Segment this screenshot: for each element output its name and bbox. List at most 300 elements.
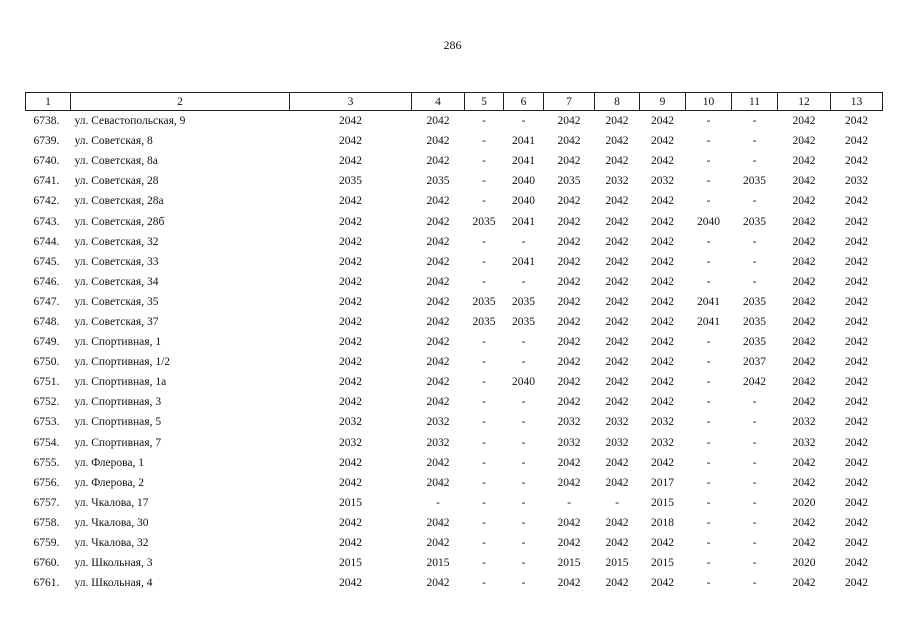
year-cell: - xyxy=(521,115,526,128)
year-cell: 2015 xyxy=(339,496,362,509)
address-cell: ул. Чкалова, 32 xyxy=(74,537,149,550)
row-number-cell: 6740. xyxy=(33,155,60,168)
year-cell: - xyxy=(752,577,757,590)
year-cell: - xyxy=(752,537,757,550)
year-cell: - xyxy=(482,496,486,509)
year-cell: 2042 xyxy=(651,195,674,208)
year-cell: - xyxy=(706,115,711,128)
year-cell: 2032 xyxy=(651,175,674,188)
row-number-cell: 6752. xyxy=(33,396,60,409)
year-cell: - xyxy=(752,516,757,529)
year-cell: 2042 xyxy=(845,496,868,509)
column-header: 9 xyxy=(640,93,686,111)
row-number-cell: 6749. xyxy=(33,336,60,349)
year-cell: 2042 xyxy=(426,195,450,208)
year-cell: 2042 xyxy=(426,356,450,369)
year-cell: 2042 xyxy=(792,516,816,529)
year-cell: - xyxy=(521,476,526,489)
year-cell: 2020 xyxy=(792,496,816,509)
table-row xyxy=(26,332,883,352)
year-cell: 2042 xyxy=(792,315,816,328)
year-cell: - xyxy=(706,175,711,188)
year-cell: - xyxy=(482,115,486,128)
year-cell: 2015 xyxy=(426,557,450,570)
year-cell: 2035 xyxy=(472,215,496,228)
year-cell: 2042 xyxy=(651,356,674,369)
row-number-cell: 6742. xyxy=(33,195,60,208)
year-cell: 2042 xyxy=(792,155,816,168)
year-cell: - xyxy=(521,416,526,429)
address-cell: ул. Спортивная, 5 xyxy=(74,416,162,429)
year-cell: 2042 xyxy=(845,255,868,268)
year-cell: 2042 xyxy=(792,456,816,469)
year-cell: 2032 xyxy=(651,436,674,449)
year-cell: - xyxy=(482,436,486,449)
year-cell: 2042 xyxy=(605,315,629,328)
year-cell: 2042 xyxy=(426,255,450,268)
row-number-cell: 6757. xyxy=(33,496,60,509)
year-cell: 2041 xyxy=(512,155,535,168)
year-cell: - xyxy=(752,496,757,509)
year-cell: - xyxy=(482,537,486,550)
year-cell: 2042 xyxy=(845,275,868,288)
year-cell: 2042 xyxy=(557,336,581,349)
year-cell: - xyxy=(752,255,757,268)
year-cell: - xyxy=(706,496,711,509)
year-cell: 2042 xyxy=(845,416,868,429)
year-cell: - xyxy=(521,275,526,288)
year-cell: - xyxy=(752,135,757,148)
year-cell: 2042 xyxy=(845,235,868,248)
year-cell: 2035 xyxy=(339,175,362,188)
year-cell: 2042 xyxy=(845,537,868,550)
year-cell: 2042 xyxy=(651,255,674,268)
year-cell: 2032 xyxy=(339,416,362,429)
year-cell: 2042 xyxy=(426,235,450,248)
year-cell: - xyxy=(482,255,486,268)
year-cell: 2042 xyxy=(557,396,581,409)
address-cell: ул. Спортивная, 3 xyxy=(74,396,162,409)
table-row xyxy=(26,392,883,412)
year-cell: 2035 xyxy=(512,295,535,308)
year-cell: 2042 xyxy=(845,155,868,168)
year-cell: 2032 xyxy=(605,416,629,429)
year-cell: - xyxy=(752,416,757,429)
year-cell: - xyxy=(521,336,526,349)
table-row xyxy=(26,352,883,372)
year-cell: 2042 xyxy=(792,215,816,228)
year-cell: 2042 xyxy=(339,195,362,208)
year-cell: - xyxy=(706,456,711,469)
year-cell: - xyxy=(706,275,711,288)
year-cell: - xyxy=(521,577,526,590)
year-cell: - xyxy=(482,195,486,208)
year-cell: 2042 xyxy=(605,195,629,208)
year-cell: 2042 xyxy=(557,516,581,529)
row-number-cell: 6746. xyxy=(33,275,60,288)
year-cell: 2042 xyxy=(605,295,629,308)
year-cell: - xyxy=(706,235,711,248)
column-header: 8 xyxy=(595,93,640,111)
row-number-cell: 6755. xyxy=(33,456,60,469)
column-header: 5 xyxy=(465,93,504,111)
year-cell: 2042 xyxy=(605,115,629,128)
year-cell: - xyxy=(706,336,711,349)
row-number-cell: 6758. xyxy=(33,516,60,529)
year-cell: 2042 xyxy=(557,456,581,469)
year-cell: 2015 xyxy=(651,496,674,509)
year-cell: 2042 xyxy=(651,295,674,308)
table-row xyxy=(26,573,883,593)
year-cell: - xyxy=(706,476,711,489)
year-cell: - xyxy=(752,115,757,128)
address-cell: ул. Советская, 8 xyxy=(74,135,153,148)
year-cell: 2042 xyxy=(792,175,816,188)
year-cell: 2042 xyxy=(651,396,674,409)
year-cell: 2015 xyxy=(651,557,674,570)
year-cell: 2042 xyxy=(845,215,868,228)
year-cell: - xyxy=(482,516,486,529)
year-cell: 2017 xyxy=(651,476,674,489)
year-cell: 2035 xyxy=(472,315,496,328)
year-cell: - xyxy=(752,275,757,288)
year-cell: - xyxy=(752,396,757,409)
year-cell: 2042 xyxy=(792,135,816,148)
table-body xyxy=(26,111,883,594)
year-cell: 2042 xyxy=(339,356,362,369)
page-number: 286 xyxy=(443,38,462,52)
year-cell: - xyxy=(706,255,711,268)
address-cell: ул. Школьная, 3 xyxy=(74,557,153,570)
year-cell: 2042 xyxy=(605,215,629,228)
address-cell: ул. Советская, 28б xyxy=(74,215,165,228)
year-cell: 2032 xyxy=(845,175,868,188)
column-header: 11 xyxy=(732,93,778,111)
year-cell: - xyxy=(482,336,486,349)
year-cell: 2040 xyxy=(697,215,720,228)
year-cell: 2032 xyxy=(426,436,450,449)
year-cell: 2042 xyxy=(651,135,674,148)
year-cell: 2042 xyxy=(426,135,450,148)
row-number-cell: 6751. xyxy=(33,376,60,389)
year-cell: 2042 xyxy=(426,516,450,529)
year-cell: - xyxy=(706,537,711,550)
address-cell: ул. Севастопольская, 9 xyxy=(74,115,186,128)
row-number-cell: 6745. xyxy=(33,255,60,268)
year-cell: 2042 xyxy=(792,396,816,409)
year-cell: 2042 xyxy=(605,396,629,409)
year-cell: 2042 xyxy=(845,577,868,590)
year-cell: 2032 xyxy=(605,175,629,188)
year-cell: - xyxy=(482,376,486,389)
year-cell: 2042 xyxy=(845,315,868,328)
year-cell: 2042 xyxy=(651,315,674,328)
year-cell: - xyxy=(521,516,526,529)
year-cell: 2042 xyxy=(557,215,581,228)
address-cell: ул. Советская, 32 xyxy=(74,235,159,248)
year-cell: 2042 xyxy=(651,537,674,550)
year-cell: 2042 xyxy=(557,537,581,550)
address-cell: ул. Советская, 28а xyxy=(74,195,164,208)
table-row xyxy=(26,412,883,432)
year-cell: 2042 xyxy=(792,537,816,550)
year-cell: 2042 xyxy=(605,476,629,489)
year-cell: 2042 xyxy=(605,235,629,248)
year-cell: 2042 xyxy=(557,255,581,268)
row-number-cell: 6744. xyxy=(33,235,60,248)
column-header: 12 xyxy=(778,93,831,111)
year-cell: 2042 xyxy=(605,456,629,469)
year-cell: 2040 xyxy=(512,376,535,389)
year-cell: 2042 xyxy=(651,336,674,349)
year-cell: 2042 xyxy=(557,235,581,248)
year-cell: 2037 xyxy=(743,356,766,369)
table-row xyxy=(26,553,883,573)
year-cell: 2020 xyxy=(792,557,816,570)
year-cell: 2042 xyxy=(845,295,868,308)
year-cell: 2042 xyxy=(426,275,450,288)
year-cell: 2035 xyxy=(743,315,766,328)
year-cell: 2042 xyxy=(845,195,868,208)
year-cell: 2042 xyxy=(605,537,629,550)
year-cell: - xyxy=(706,356,711,369)
year-cell: - xyxy=(706,155,711,168)
year-cell: 2042 xyxy=(605,516,629,529)
year-cell: 2042 xyxy=(845,456,868,469)
year-cell: - xyxy=(752,476,757,489)
address-cell: ул. Чкалова, 30 xyxy=(74,516,149,529)
row-number-cell: 6738. xyxy=(33,115,60,128)
year-cell: 2042 xyxy=(339,115,362,128)
year-cell: - xyxy=(752,155,757,168)
year-cell: 2035 xyxy=(743,215,766,228)
year-cell: 2042 xyxy=(792,577,816,590)
year-cell: - xyxy=(706,436,711,449)
year-cell: - xyxy=(482,235,486,248)
year-cell: - xyxy=(521,235,526,248)
year-cell: 2042 xyxy=(339,155,362,168)
year-cell: 2042 xyxy=(792,295,816,308)
year-cell: - xyxy=(752,557,757,570)
year-cell: 2035 xyxy=(743,175,766,188)
year-cell: 2042 xyxy=(426,295,450,308)
year-cell: 2042 xyxy=(557,315,581,328)
year-cell: 2042 xyxy=(845,476,868,489)
table-row xyxy=(26,533,883,553)
year-cell: 2035 xyxy=(743,336,766,349)
year-cell: 2042 xyxy=(426,456,450,469)
year-cell: - xyxy=(482,577,486,590)
year-cell: 2042 xyxy=(792,376,816,389)
row-number-cell: 6760. xyxy=(33,557,60,570)
year-cell: - xyxy=(706,396,711,409)
table-row xyxy=(26,372,883,392)
address-cell: ул. Спортивная, 1/2 xyxy=(74,356,171,369)
year-cell: 2032 xyxy=(651,416,674,429)
column-header: 10 xyxy=(686,93,732,111)
year-cell: 2042 xyxy=(557,155,581,168)
year-cell: 2032 xyxy=(605,436,629,449)
table-row xyxy=(26,131,883,151)
year-cell: - xyxy=(521,436,526,449)
year-cell: - xyxy=(752,436,757,449)
year-cell: - xyxy=(482,275,486,288)
year-cell: 2042 xyxy=(743,376,766,389)
year-cell: 2042 xyxy=(426,336,450,349)
column-header: 3 xyxy=(290,93,412,111)
year-cell: 2035 xyxy=(743,295,766,308)
year-cell: 2042 xyxy=(845,115,868,128)
year-cell: - xyxy=(521,496,526,509)
year-cell: 2042 xyxy=(339,376,362,389)
table-row xyxy=(26,453,883,473)
year-cell: 2042 xyxy=(792,235,816,248)
address-cell: ул. Чкалова, 17 xyxy=(74,496,149,509)
year-cell: 2042 xyxy=(426,215,450,228)
address-cell: ул. Советская, 33 xyxy=(74,255,159,268)
year-cell: 2042 xyxy=(792,115,816,128)
address-cell: ул. Советская, 35 xyxy=(74,295,159,308)
year-cell: - xyxy=(482,175,486,188)
year-cell: 2042 xyxy=(605,275,629,288)
year-cell: 2042 xyxy=(339,476,362,489)
address-cell: ул. Спортивная, 7 xyxy=(74,436,162,449)
year-cell: 2042 xyxy=(426,396,450,409)
address-cell: ул. Спортивная, 1а xyxy=(74,376,167,389)
year-cell: 2042 xyxy=(792,356,816,369)
year-cell: - xyxy=(567,496,571,509)
year-cell: 2042 xyxy=(339,396,362,409)
year-cell: 2042 xyxy=(426,476,450,489)
row-number-cell: 6754. xyxy=(33,436,60,449)
year-cell: - xyxy=(521,557,526,570)
year-cell: 2042 xyxy=(845,356,868,369)
year-cell: - xyxy=(706,557,711,570)
year-cell: 2042 xyxy=(792,275,816,288)
year-cell: 2042 xyxy=(557,115,581,128)
year-cell: 2042 xyxy=(339,516,362,529)
table-row xyxy=(26,191,883,211)
year-cell: 2042 xyxy=(845,436,868,449)
year-cell: 2042 xyxy=(339,456,362,469)
column-header: 6 xyxy=(504,93,544,111)
year-cell: 2042 xyxy=(426,315,450,328)
year-cell: 2042 xyxy=(605,255,629,268)
address-cell: ул. Советская, 34 xyxy=(74,275,159,288)
year-cell: - xyxy=(706,195,711,208)
data-table xyxy=(25,92,883,593)
row-number-cell: 6739. xyxy=(33,135,60,148)
year-cell: 2042 xyxy=(339,135,362,148)
year-cell: 2041 xyxy=(697,295,720,308)
year-cell: 2042 xyxy=(845,135,868,148)
year-cell: 2042 xyxy=(426,577,450,590)
year-cell: 2032 xyxy=(557,416,581,429)
year-cell: 2042 xyxy=(339,275,362,288)
year-cell: 2032 xyxy=(339,436,362,449)
table-row xyxy=(26,493,883,513)
year-cell: 2042 xyxy=(651,235,674,248)
column-header: 2 xyxy=(71,93,290,111)
table-row xyxy=(26,433,883,453)
year-cell: 2032 xyxy=(557,436,581,449)
column-header: 4 xyxy=(412,93,465,111)
year-cell: 2042 xyxy=(792,336,816,349)
year-cell: 2015 xyxy=(339,557,362,570)
row-number-cell: 6756. xyxy=(33,476,60,489)
year-cell: - xyxy=(752,235,757,248)
year-cell: 2040 xyxy=(512,195,535,208)
row-number-cell: 6748. xyxy=(33,315,60,328)
year-cell: - xyxy=(521,356,526,369)
year-cell: 2042 xyxy=(557,356,581,369)
year-cell: - xyxy=(482,416,486,429)
year-cell: 2035 xyxy=(512,315,535,328)
year-cell: 2040 xyxy=(512,175,535,188)
year-cell: 2042 xyxy=(605,376,629,389)
year-cell: 2042 xyxy=(651,577,674,590)
row-number-cell: 6753. xyxy=(33,416,60,429)
year-cell: - xyxy=(706,376,711,389)
year-cell: 2042 xyxy=(651,275,674,288)
table-row xyxy=(26,252,883,272)
year-cell: 2015 xyxy=(605,557,629,570)
row-number-cell: 6761. xyxy=(33,577,60,590)
year-cell: 2042 xyxy=(651,376,674,389)
row-number-cell: 6759. xyxy=(33,537,60,550)
table-row xyxy=(26,473,883,493)
year-cell: - xyxy=(482,135,486,148)
year-cell: 2042 xyxy=(557,295,581,308)
year-cell: 2042 xyxy=(792,476,816,489)
year-cell: 2042 xyxy=(339,577,362,590)
table-row xyxy=(26,272,883,292)
year-cell: 2042 xyxy=(557,275,581,288)
address-cell: ул. Советская, 28 xyxy=(74,175,159,188)
year-cell: 2042 xyxy=(339,336,362,349)
year-cell: 2032 xyxy=(426,416,450,429)
year-cell: 2042 xyxy=(605,135,629,148)
year-cell: - xyxy=(706,135,711,148)
year-cell: 2035 xyxy=(472,295,496,308)
year-cell: - xyxy=(521,396,526,409)
address-cell: ул. Школьная, 4 xyxy=(74,577,153,590)
year-cell: - xyxy=(482,456,486,469)
table-row xyxy=(26,232,883,252)
year-cell: 2042 xyxy=(426,537,450,550)
year-cell: 2042 xyxy=(426,376,450,389)
table-row xyxy=(26,312,883,332)
row-number-cell: 6747. xyxy=(33,295,60,308)
year-cell: 2042 xyxy=(605,336,629,349)
year-cell: 2041 xyxy=(512,215,535,228)
year-cell: - xyxy=(482,396,486,409)
year-cell: 2041 xyxy=(697,315,720,328)
year-cell: 2042 xyxy=(557,476,581,489)
year-cell: 2042 xyxy=(339,295,362,308)
year-cell: 2042 xyxy=(651,456,674,469)
year-cell: 2042 xyxy=(651,115,674,128)
year-cell: 2042 xyxy=(845,336,868,349)
year-cell: - xyxy=(706,516,711,529)
table-row xyxy=(26,171,883,191)
address-cell: ул. Советская, 37 xyxy=(74,315,159,328)
row-number-cell: 6750. xyxy=(33,356,60,369)
address-cell: ул. Советская, 8а xyxy=(74,155,158,168)
year-cell: 2042 xyxy=(339,255,362,268)
address-cell: ул. Спортивная, 1 xyxy=(74,336,162,349)
year-cell: - xyxy=(521,537,526,550)
